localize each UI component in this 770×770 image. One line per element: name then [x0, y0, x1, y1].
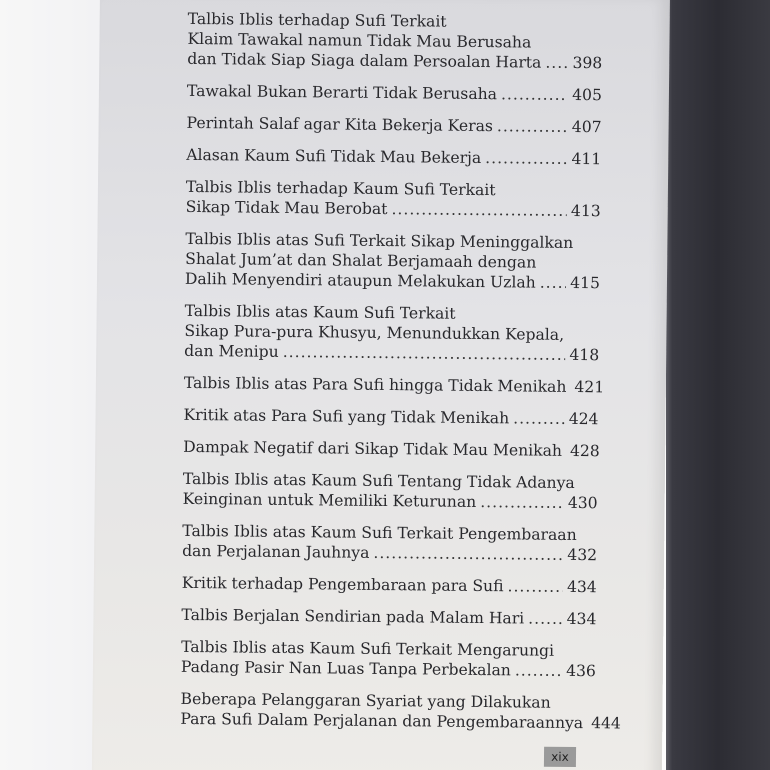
toc-page-number: 398: [572, 53, 603, 73]
toc-entry-line: Talbis Iblis atas Kaum Sufi Terkait Pengembaraan: [182, 521, 577, 545]
dot-leader: [501, 84, 568, 105]
toc-entry-line: Talbis Berjalan Sendirian pada Malam Hari: [181, 605, 525, 628]
toc-entry-line: Kritik atas Para Sufi yang Tidak Menikah: [183, 405, 510, 428]
dot-leader: [515, 660, 562, 680]
toc-entry-row: [183, 405, 598, 429]
toc-entry: [183, 405, 598, 429]
toc-page-number: 413: [570, 201, 601, 221]
toc-entry-line: Talbis Iblis atas Kaum Sufi Terkait Mengarungi: [181, 637, 555, 660]
toc-entry-line: Talbis Iblis atas Kaum Sufi Terkait: [184, 301, 456, 323]
dot-leader: [480, 492, 564, 513]
background-right: [666, 0, 770, 770]
dot-leader: [373, 543, 563, 565]
toc-entry: [186, 177, 601, 221]
toc-entry-row: [183, 437, 598, 461]
toc-entry-line: Perintah Salaf agar Kita Bekerja Keras: [186, 113, 494, 136]
toc-entry-line: Talbis Iblis terhadap Sufi Terkait: [187, 9, 447, 31]
toc-entry-line: dan Tidak Siap Siaga dalam Persoalan Harta: [187, 49, 542, 72]
toc-entry-line: Alasan Kaum Sufi Tidak Mau Bekerja: [186, 145, 482, 168]
toc-page-number: 444: [591, 714, 622, 733]
toc-entry-row: [180, 709, 622, 733]
dot-leader: [540, 273, 567, 293]
toc-page-number: 428: [569, 441, 600, 461]
background-left: [0, 0, 100, 770]
toc-entry-line: Talbis Iblis atas Sufi Terkait Sikap Meninggalkan: [185, 229, 574, 252]
dot-leader: [485, 148, 567, 169]
dot-leader: [497, 116, 568, 137]
toc-entry: [180, 689, 622, 733]
dot-leader: [507, 576, 563, 597]
toc-entry: [186, 145, 601, 169]
toc-entry-row: [187, 81, 602, 105]
toc-entry-line: Dampak Negatif dari Sikap Tidak Mau Menikah: [183, 437, 563, 460]
toc-entry-line: dan Perjalanan Jauhnya: [182, 541, 370, 562]
toc-page-number: 407: [571, 117, 602, 137]
page-number: xix: [544, 747, 576, 767]
toc-page-number: 436: [566, 661, 596, 681]
toc-entry: [187, 81, 602, 105]
toc-entry-row: [187, 113, 602, 137]
toc-entry: [183, 469, 598, 513]
toc-page-number: 411: [571, 149, 602, 169]
toc-entry-line: Tawakal Bukan Berarti Tidak Berusaha: [186, 81, 498, 104]
toc-entry-line: Talbis Iblis terhadap Kaum Sufi Terkait: [185, 177, 496, 200]
toc-entry: [187, 113, 602, 137]
toc-entry-row: [182, 573, 597, 597]
toc-entry-row: [185, 269, 600, 293]
toc-page-number: 432: [567, 545, 598, 565]
toc-page-number: 421: [574, 377, 605, 397]
toc-entry: [182, 521, 597, 565]
toc-entry-row: [181, 657, 596, 681]
toc-entry-line: Padang Pasir Nan Luas Tanpa Perbekalan: [180, 657, 511, 680]
toc-entry: [184, 301, 600, 365]
toc-entry: [183, 373, 605, 397]
toc-page-number: 424: [568, 409, 599, 429]
toc-entry-line: Para Sufi Dalam Perjalanan dan Pengembaraannya: [180, 709, 584, 733]
dot-leader: [283, 342, 566, 365]
toc-entry-row: [183, 489, 598, 513]
toc-entry-row: [186, 145, 601, 169]
toc-entry-line: Sikap Pura-pura Khusyu, Menundukkan Kepala,: [184, 321, 565, 344]
toc-entry-row: [183, 373, 605, 397]
toc-entry-line: Talbis Iblis atas Kaum Sufi Tentang Tidak Adanya: [182, 469, 575, 492]
toc-page-number: 405: [572, 85, 603, 105]
toc-entry-row: [182, 541, 597, 565]
toc-entry: [185, 229, 601, 293]
toc-page-number: 418: [569, 345, 600, 365]
toc-entry-row: [181, 605, 596, 629]
toc-page-number: 430: [567, 493, 598, 513]
toc-entry-line: Dalih Menyendiri ataupun Melakukan Uzlah: [184, 269, 536, 292]
toc-entry: [187, 9, 603, 73]
toc-entry: [181, 637, 596, 681]
toc-entry-line: Sikap Tidak Mau Berobat: [185, 197, 388, 219]
dot-leader: [391, 199, 567, 221]
toc-entry-row: [184, 341, 599, 365]
dot-leader: [513, 408, 565, 429]
toc-entry: [181, 605, 596, 629]
table-of-contents: [180, 9, 622, 745]
toc-entry-row: [186, 197, 601, 221]
dot-leader: [545, 53, 568, 73]
toc-entry-line: Talbis Iblis atas Para Sufi hingga Tidak Menikah: [183, 373, 567, 396]
toc-entry-line: dan Menipu: [184, 341, 279, 361]
toc-entry-line: Shalat Jum’at dan Shalat Berjamaah dengan: [185, 249, 537, 272]
toc-entry-line: Klaim Tawakal namun Tidak Mau Berusaha: [187, 29, 532, 52]
toc-page-number: 434: [566, 577, 597, 597]
toc-page-number: 434: [566, 609, 597, 629]
toc-entry: [183, 437, 598, 461]
toc-page-number: 415: [570, 273, 601, 293]
toc-entry-line: Keinginan untuk Memiliki Keturunan: [182, 489, 477, 511]
toc-entry-row: [187, 49, 602, 73]
book-page: [92, 0, 670, 770]
toc-entry: [182, 573, 597, 597]
dot-leader: [528, 609, 563, 629]
toc-entry-line: Kritik terhadap Pengembaraan para Sufi: [181, 573, 504, 596]
toc-entry-line: Beberapa Pelanggaran Syariat yang Dilakukan: [180, 689, 551, 712]
